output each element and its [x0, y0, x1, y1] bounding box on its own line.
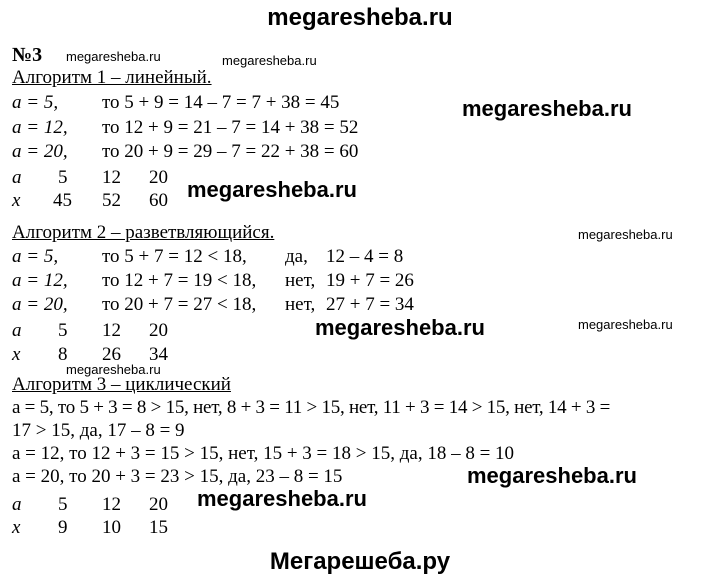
- alg2-table-x-value: 8: [58, 344, 68, 365]
- alg2-line-cond: то 20 + 7 = 27 < 18,: [102, 294, 257, 315]
- alg1-table-x-value: 60: [149, 190, 168, 211]
- alg2-table-a-value: 5: [58, 320, 68, 341]
- alg2-line-a: a = 20,: [12, 294, 68, 315]
- alg3-line: a = 20, то 20 + 3 = 23 > 15, да, 23 – 8 = 15: [12, 466, 343, 487]
- alg2-table-x-value: 26: [102, 344, 121, 365]
- alg1-line-a: a = 20,: [12, 141, 68, 162]
- alg3-line: a = 5, то 5 + 3 = 8 > 15, нет, 8 + 3 = 11 > 15, нет, 11 + 3 = 14 > 15, нет, 14 + 3 =: [12, 397, 611, 418]
- watermark-small: megaresheba.ru: [578, 227, 673, 242]
- alg3-table-a-label: a: [12, 494, 22, 515]
- alg3-table-a-value: 20: [149, 494, 168, 515]
- alg2-table-x-label: x: [12, 344, 21, 365]
- watermark-large: megaresheba.ru: [197, 486, 367, 511]
- watermark-large: megaresheba.ru: [462, 96, 632, 121]
- alg1-line-rest: то 5 + 9 = 14 – 7 = 7 + 38 = 45: [102, 92, 340, 113]
- alg2-line-answer: да,: [285, 246, 308, 267]
- alg3-table-x-value: 15: [149, 517, 168, 538]
- watermark-large: megaresheba.ru: [315, 315, 485, 340]
- alg2-line-result: 27 + 7 = 34: [326, 294, 414, 315]
- alg2-line-answer: нет,: [285, 270, 316, 291]
- alg2-line-result: 12 – 4 = 8: [326, 246, 404, 267]
- site-title: megaresheba.ru: [267, 4, 453, 31]
- problem-number: №3: [12, 44, 43, 66]
- alg2-heading: Алгоритм 2 – разветвляющийся.: [12, 222, 275, 243]
- alg1-line-rest: то 12 + 9 = 21 – 7 = 14 + 38 = 52: [102, 117, 359, 138]
- alg1-table-a-value: 20: [149, 167, 168, 188]
- alg2-line-a: a = 12,: [12, 270, 68, 291]
- alg1-table-a-label: a: [12, 167, 22, 188]
- alg1-line-a: a = 12,: [12, 117, 68, 138]
- alg3-table-x-value: 9: [58, 517, 68, 538]
- alg3-table-x-label: x: [12, 517, 21, 538]
- alg1-table-x-value: 52: [102, 190, 121, 211]
- alg2-line-result: 19 + 7 = 26: [326, 270, 414, 291]
- alg2-line-answer: нет,: [285, 294, 316, 315]
- alg1-table-a-value: 12: [102, 167, 121, 188]
- alg3-heading: Алгоритм 3 – циклический: [12, 374, 231, 395]
- alg2-table-x-value: 34: [149, 344, 168, 365]
- alg2-line-a: a = 5,: [12, 246, 59, 267]
- watermark-small: megaresheba.ru: [222, 53, 317, 68]
- footer-title: Мегарешеба.ру: [269, 548, 451, 575]
- watermark-large: megaresheba.ru: [187, 177, 357, 202]
- alg3-table-a-value: 12: [102, 494, 121, 515]
- alg3-line: 17 > 15, да, 17 – 8 = 9: [12, 420, 185, 441]
- alg1-table-a-value: 5: [58, 167, 68, 188]
- alg3-line: a = 12, то 12 + 3 = 15 > 15, нет, 15 + 3 = 18 > 15, да, 18 – 8 = 10: [12, 443, 515, 464]
- alg2-table-a-value: 20: [149, 320, 168, 341]
- alg1-table-x-label: x: [12, 190, 21, 211]
- alg2-line-cond: то 5 + 7 = 12 < 18,: [102, 246, 247, 267]
- alg2-table-a-label: a: [12, 320, 22, 341]
- alg3-table-x-value: 10: [102, 517, 121, 538]
- alg1-heading: Алгоритм 1 – линейный.: [12, 67, 212, 88]
- alg2-table-a-value: 12: [102, 320, 121, 341]
- watermark-large: megaresheba.ru: [467, 463, 637, 488]
- alg1-line-rest: то 20 + 9 = 29 – 7 = 22 + 38 = 60: [102, 141, 359, 162]
- alg1-line-a: a = 5,: [12, 92, 59, 113]
- alg2-line-cond: то 12 + 7 = 19 < 18,: [102, 270, 257, 291]
- watermark-small: megaresheba.ru: [578, 317, 673, 332]
- watermark-small: megaresheba.ru: [66, 49, 161, 64]
- watermark-small: megaresheba.ru: [66, 362, 161, 377]
- alg3-table-a-value: 5: [58, 494, 68, 515]
- alg1-table-x-value: 45: [53, 190, 72, 211]
